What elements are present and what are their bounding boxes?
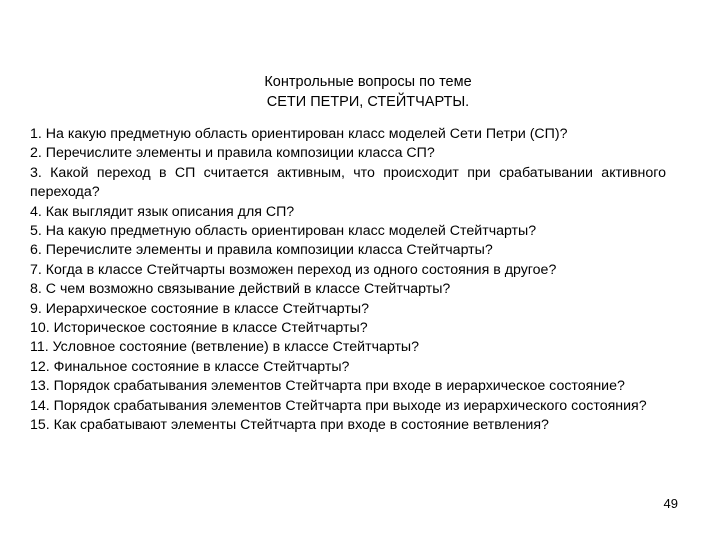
question-item: 2. Перечислите элементы и правила композиции класса СП? (30, 145, 435, 162)
question-item: 10. Историческое состояние в классе Стейтчарты? (30, 320, 368, 337)
question-item: 13. Порядок срабатывания элементов Стейтчарта при входе в иерархическое состояние? (30, 378, 625, 395)
question-item: 15. Как срабатывают элементы Стейтчарта при входе в состояние ветвления? (30, 417, 549, 434)
question-item: 3. Какой переход в СП считается активным, что происходит при срабатывании активного перехода? (30, 164, 666, 201)
question-item: 12. Финальное состояние в классе Стейтчарты? (30, 358, 350, 375)
question-item: 14. Порядок срабатывания элементов Стейтчарта при выходе из иерархического состояния? (30, 397, 647, 414)
question-item: 5. На какую предметную область ориентирован класс моделей Стейтчарты? (30, 223, 537, 240)
question-list (30, 125, 666, 436)
slide-title-line-1: Контрольные вопросы по теме (264, 74, 472, 90)
question-item: 1. На какую предметную область ориентирован класс моделей Сети Петри (СП)? (30, 126, 568, 142)
question-item: 8. С чем возможно связывание действий в классе Стейтчарты? (30, 281, 451, 298)
question-item: 11. Условное состояние (ветвление) в классе Стейтчарты? (30, 339, 420, 356)
question-item: 7. Когда в классе Стейтчарты возможен переход из одного состояния в другое? (30, 261, 557, 278)
question-item: 6. Перечислите элементы и правила композиции класса Стейтчарты? (30, 242, 493, 259)
slide-title-line-2: СЕТИ ПЕТРИ, СТЕЙТЧАРТЫ. (266, 94, 470, 110)
question-item: 4. Как выглядит язык описания для СП? (30, 203, 295, 220)
question-item: 9. Иерархическое состояние в классе Стейтчарты? (30, 300, 369, 317)
page-number: 49 (663, 496, 678, 511)
